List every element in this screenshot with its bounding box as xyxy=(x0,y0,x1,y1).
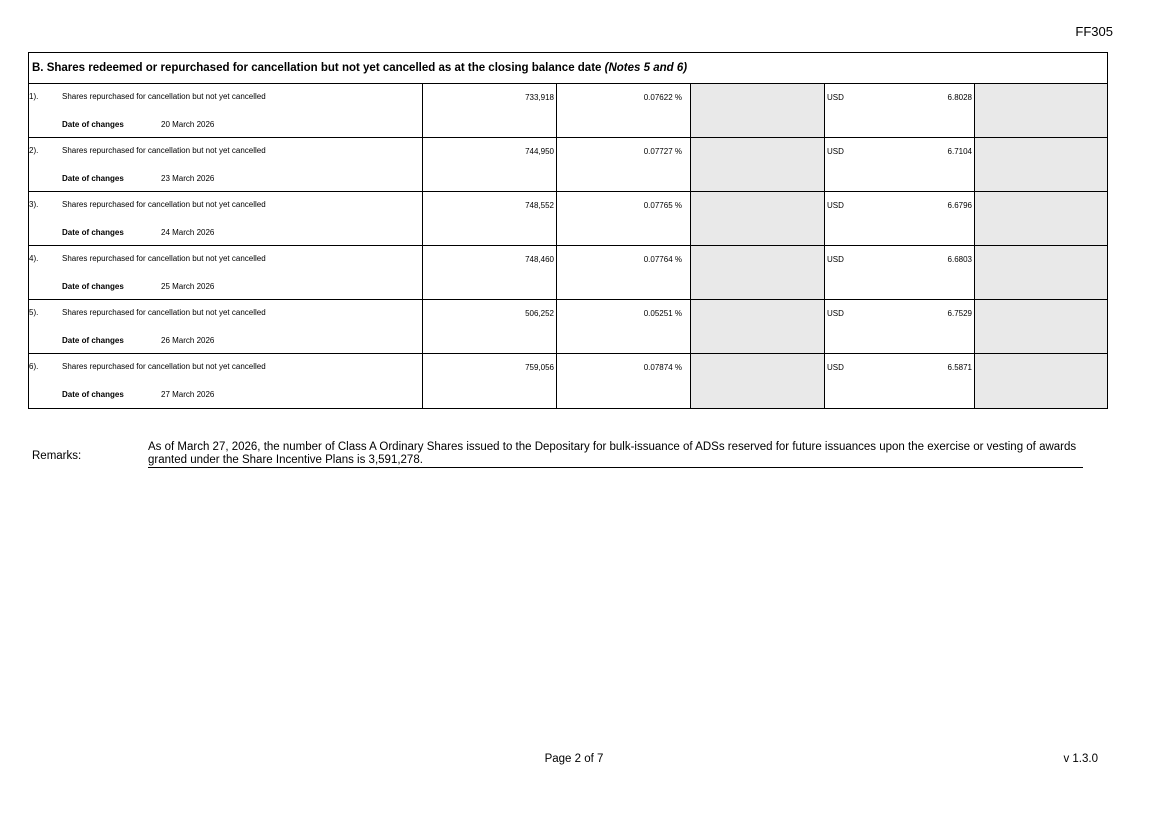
row-description: Shares repurchased for cancellation but not yet cancelled xyxy=(62,362,266,371)
percent-value: 0.07622 xyxy=(643,93,673,102)
shares-cell xyxy=(423,84,557,137)
percent-value: 0.07874 xyxy=(643,363,673,372)
date-of-changes-value: 20 March 2026 xyxy=(161,120,215,129)
shaded-cell xyxy=(691,84,825,137)
percent-value: 0.07765 xyxy=(643,201,673,210)
currency-code: USD xyxy=(827,363,844,372)
date-of-changes-label: Date of changes xyxy=(62,228,124,237)
percent-cell xyxy=(557,138,691,191)
shares-count: 759,056 xyxy=(525,363,554,372)
shaded-cell xyxy=(691,246,825,299)
percent-value-group xyxy=(644,255,682,264)
price-value: 6.8028 xyxy=(947,93,972,102)
shares-cell xyxy=(423,138,557,191)
percent-value-group xyxy=(644,309,682,318)
currency-code: USD xyxy=(827,147,844,156)
percent-sign: % xyxy=(674,255,682,264)
price-value: 6.6796 xyxy=(947,201,972,210)
percent-value: 0.07764 xyxy=(643,255,673,264)
currency-code: USD xyxy=(827,201,844,210)
description-cell xyxy=(29,246,423,299)
percent-value-group xyxy=(644,93,682,102)
table-row xyxy=(29,84,1107,138)
row-index: 2). xyxy=(29,146,39,155)
description-cell xyxy=(29,354,423,408)
currency-code: USD xyxy=(827,309,844,318)
percent-value-group xyxy=(644,147,682,156)
price-cell xyxy=(825,354,975,408)
description-cell xyxy=(29,192,423,245)
shaded-cell xyxy=(691,300,825,353)
table-row xyxy=(29,300,1107,354)
shares-count: 744,950 xyxy=(525,147,554,156)
shaded-cell xyxy=(975,192,1107,245)
currency-code: USD xyxy=(827,93,844,102)
date-of-changes-value: 24 March 2026 xyxy=(161,228,215,237)
date-of-changes-label: Date of changes xyxy=(62,336,124,345)
section-title-text: B. Shares redeemed or repurchased for cancellation but not yet cancelled as at the closing balance date xyxy=(32,62,602,74)
percent-cell xyxy=(557,354,691,408)
row-index: 4). xyxy=(29,254,39,263)
table-row xyxy=(29,246,1107,300)
description-cell xyxy=(29,84,423,137)
price-cell xyxy=(825,138,975,191)
percent-value: 0.05251 xyxy=(643,309,673,318)
shaded-cell xyxy=(975,300,1107,353)
date-of-changes-value: 26 March 2026 xyxy=(161,336,215,345)
shares-cell xyxy=(423,192,557,245)
remarks-label: Remarks: xyxy=(32,450,82,462)
description-cell xyxy=(29,300,423,353)
price-cell xyxy=(825,246,975,299)
price-value: 6.7104 xyxy=(947,147,972,156)
row-index: 6). xyxy=(29,362,39,371)
price-cell xyxy=(825,84,975,137)
date-of-changes-label: Date of changes xyxy=(62,120,124,129)
percent-cell xyxy=(557,246,691,299)
shaded-cell xyxy=(975,354,1107,408)
shaded-cell xyxy=(975,246,1107,299)
date-of-changes-value: 27 March 2026 xyxy=(161,390,215,399)
row-description: Shares repurchased for cancellation but not yet cancelled xyxy=(62,92,266,101)
percent-cell xyxy=(557,192,691,245)
percent-sign: % xyxy=(674,147,682,156)
shares-count: 733,918 xyxy=(525,93,554,102)
shaded-cell xyxy=(691,192,825,245)
section-title xyxy=(29,53,1107,84)
table-row xyxy=(29,138,1107,192)
percent-sign: % xyxy=(674,201,682,210)
price-value: 6.5871 xyxy=(947,363,972,372)
page-number: Page 2 of 7 xyxy=(544,753,604,765)
percent-sign: % xyxy=(674,93,682,102)
shares-count: 748,460 xyxy=(525,255,554,264)
shares-count: 506,252 xyxy=(525,309,554,318)
date-of-changes-label: Date of changes xyxy=(62,390,124,399)
shares-cell xyxy=(423,354,557,408)
table-row xyxy=(29,354,1107,408)
currency-code: USD xyxy=(827,255,844,264)
percent-value-group xyxy=(644,201,682,210)
percent-cell xyxy=(557,84,691,137)
row-description: Shares repurchased for cancellation but not yet cancelled xyxy=(62,308,266,317)
shaded-cell xyxy=(691,354,825,408)
description-cell xyxy=(29,138,423,191)
shares-count: 748,552 xyxy=(525,201,554,210)
row-description: Shares repurchased for cancellation but not yet cancelled xyxy=(62,254,266,263)
percent-sign: % xyxy=(674,309,682,318)
date-of-changes-label: Date of changes xyxy=(62,174,124,183)
percent-sign: % xyxy=(674,363,682,372)
shares-cell xyxy=(423,300,557,353)
shaded-cell xyxy=(975,138,1107,191)
repurchased-shares-table xyxy=(28,52,1108,409)
row-index: 5). xyxy=(29,308,39,317)
shares-cell xyxy=(423,246,557,299)
row-description: Shares repurchased for cancellation but not yet cancelled xyxy=(62,146,266,155)
row-index: 1). xyxy=(29,92,39,101)
shaded-cell xyxy=(975,84,1107,137)
shaded-cell xyxy=(691,138,825,191)
price-value: 6.6803 xyxy=(947,255,972,264)
price-cell xyxy=(825,192,975,245)
form-code: FF305 xyxy=(1075,24,1113,39)
date-of-changes-value: 23 March 2026 xyxy=(161,174,215,183)
table-rows xyxy=(29,84,1107,408)
version-label: v 1.3.0 xyxy=(1063,753,1098,765)
percent-value-group xyxy=(644,363,682,372)
percent-value: 0.07727 xyxy=(643,147,673,156)
row-description: Shares repurchased for cancellation but not yet cancelled xyxy=(62,200,266,209)
section-title-notes: (Notes 5 and 6) xyxy=(604,62,688,74)
remarks-text: As of March 27, 2026, the number of Class A Ordinary Shares issued to the Depositary for bulk-issuance of ADSs reserved for future issuances upon the exercise or vesting of awards granted under the Share Incentive Plans is 3,591,278. xyxy=(148,441,1083,468)
date-of-changes-label: Date of changes xyxy=(62,282,124,291)
price-value: 6.7529 xyxy=(947,309,972,318)
percent-cell xyxy=(557,300,691,353)
table-row xyxy=(29,192,1107,246)
date-of-changes-value: 25 March 2026 xyxy=(161,282,215,291)
price-cell xyxy=(825,300,975,353)
row-index: 3). xyxy=(29,200,39,209)
